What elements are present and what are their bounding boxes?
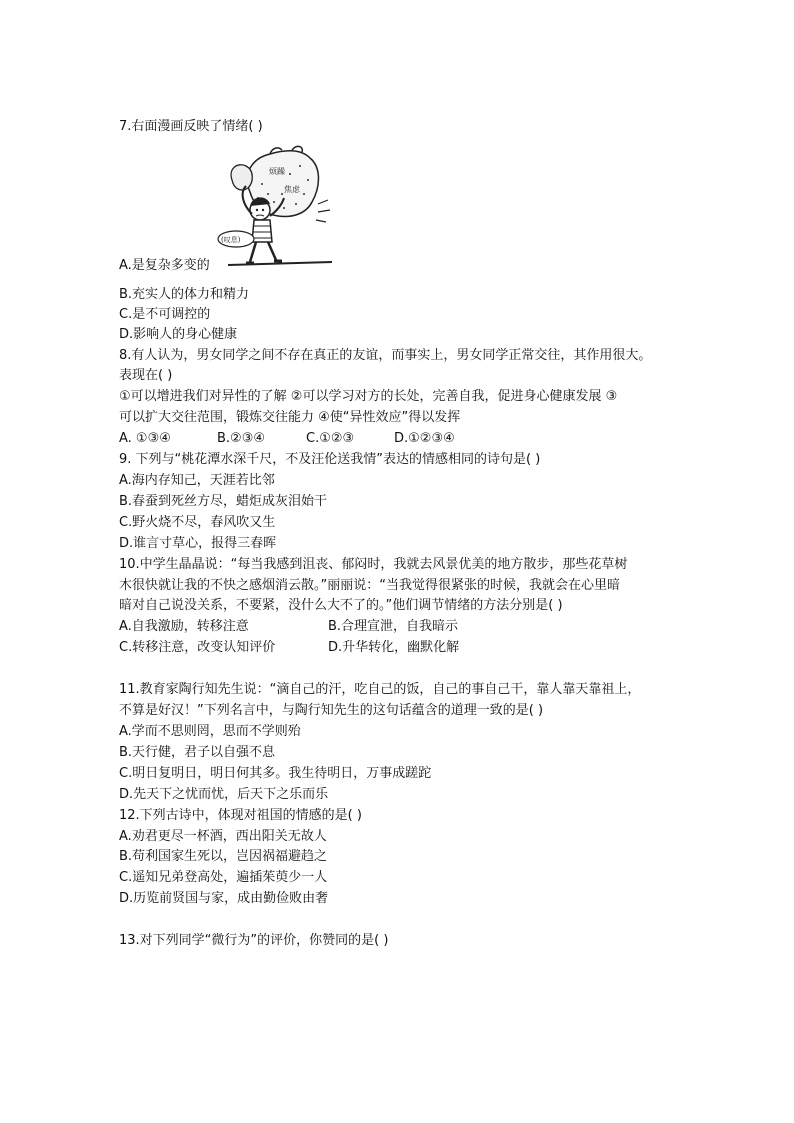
q7-option-a: A.是复杂多变的: [119, 258, 210, 273]
q7-option-c: C.是不可调控的: [119, 307, 211, 322]
q10-stem-line3: 暗对自己说没关系，不要紧，没什么大不了的。”他们调节情绪的方法分别是( ): [119, 598, 563, 613]
q9-option-a: A.海内存知己，天涯若比邻: [119, 473, 275, 488]
q8-stem-line1: 8.有人认为，男女同学之间不存在真正的友谊，而事实上，男女同学正常交往，其作用很大。: [119, 348, 652, 363]
q11-option-b: B.天行健，君子以自强不息: [119, 745, 276, 760]
q9-option-d: D.谁言寸草心，报得三春晖: [119, 536, 277, 551]
q9-stem: 9. 下列与“桃花潭水深千尺，不及汪伦送我情”表达的情感相同的诗句是( ): [119, 452, 541, 467]
q7-option-b: B.充实人的体力和精力: [119, 287, 250, 302]
q12-stem: 12.下列古诗中，体现对祖国的情感的是( ): [119, 808, 362, 823]
q7-option-d: D.影响人的身心健康: [119, 327, 238, 342]
q10-stem-line2: 木很快就让我的不快之感烟消云散。”丽丽说：“当我觉得很紧张的时候，我就会在心里暗: [119, 578, 620, 593]
q11-option-d: D.先天下之忧而忧，后天下之乐而乐: [119, 787, 329, 802]
q10-option-a: A.自我激励，转移注意: [119, 619, 249, 634]
q10-option-d: D.升华转化，幽默化解: [328, 640, 460, 655]
q9-option-b: B.春蚕到死丝方尽，蜡炬成灰泪始干: [119, 494, 328, 509]
q10-option-c: C.转移注意，改变认知评价: [119, 640, 276, 655]
q7-stem: 7.右面漫画反映了情绪( ): [119, 119, 263, 134]
cartoon-illustration: [212, 144, 338, 270]
q11-option-c: C.明日复明日，明日何其多。我生待明日，万事成蹉跎: [119, 766, 432, 781]
q9-option-c: C.野火烧不尽，春风吹又生: [119, 515, 276, 530]
q10-stem-line1: 10.中学生晶晶说：“每当我感到沮丧、郁闷时，我就去风景优美的地方散步，那些花草树: [119, 557, 628, 572]
q12-option-c: C.遥知兄弟登高处，遍插茱萸少一人: [119, 870, 328, 885]
q8-items-line2: 可以扩大交往范围，锻炼交往能力 ④使“异性效应”得以发挥: [119, 410, 461, 425]
q8-items-line1: ①可以增进我们对异性的了解 ②可以学习对方的长处，完善自我，促进身心健康发展 ③: [119, 389, 618, 404]
q8-option-c: C.①②③: [306, 431, 355, 446]
cartoon-bubble-text: (叹息): [221, 236, 241, 244]
q11-stem-line1: 11.教育家陶行知先生说：“滴自己的汗，吃自己的饭，自己的事自己干，靠人靠天靠祖上，: [119, 682, 641, 697]
q10-option-b: B.合理宣泄，自我暗示: [328, 619, 459, 634]
q12-option-b: B.苟利国家生死以，岂因祸福避趋之: [119, 849, 328, 864]
q8-option-b: B.②③④: [217, 431, 266, 446]
q12-option-d: D.历览前贤国与家，成由勤俭败由奢: [119, 891, 329, 906]
q8-option-d: D.①②③④: [394, 431, 455, 446]
q11-stem-line2: 不算是好汉！”下列名言中，与陶行知先生的这句话蕴含的道理一致的是( ): [119, 703, 544, 718]
q11-option-a: A.学而不思则罔，思而不学则殆: [119, 724, 301, 739]
cartoon-label-bag: 焦虑: [284, 185, 300, 194]
q12-option-a: A.劝君更尽一杯酒，西出阳关无故人: [119, 829, 327, 844]
q13-stem: 13.对下列同学“微行为”的评价，你赞同的是( ): [119, 933, 389, 948]
cartoon-label-top: 烦躁: [269, 167, 285, 176]
q8-stem-line2: 表现在( ): [119, 368, 173, 383]
q8-option-a: A. ①③④: [119, 431, 171, 446]
